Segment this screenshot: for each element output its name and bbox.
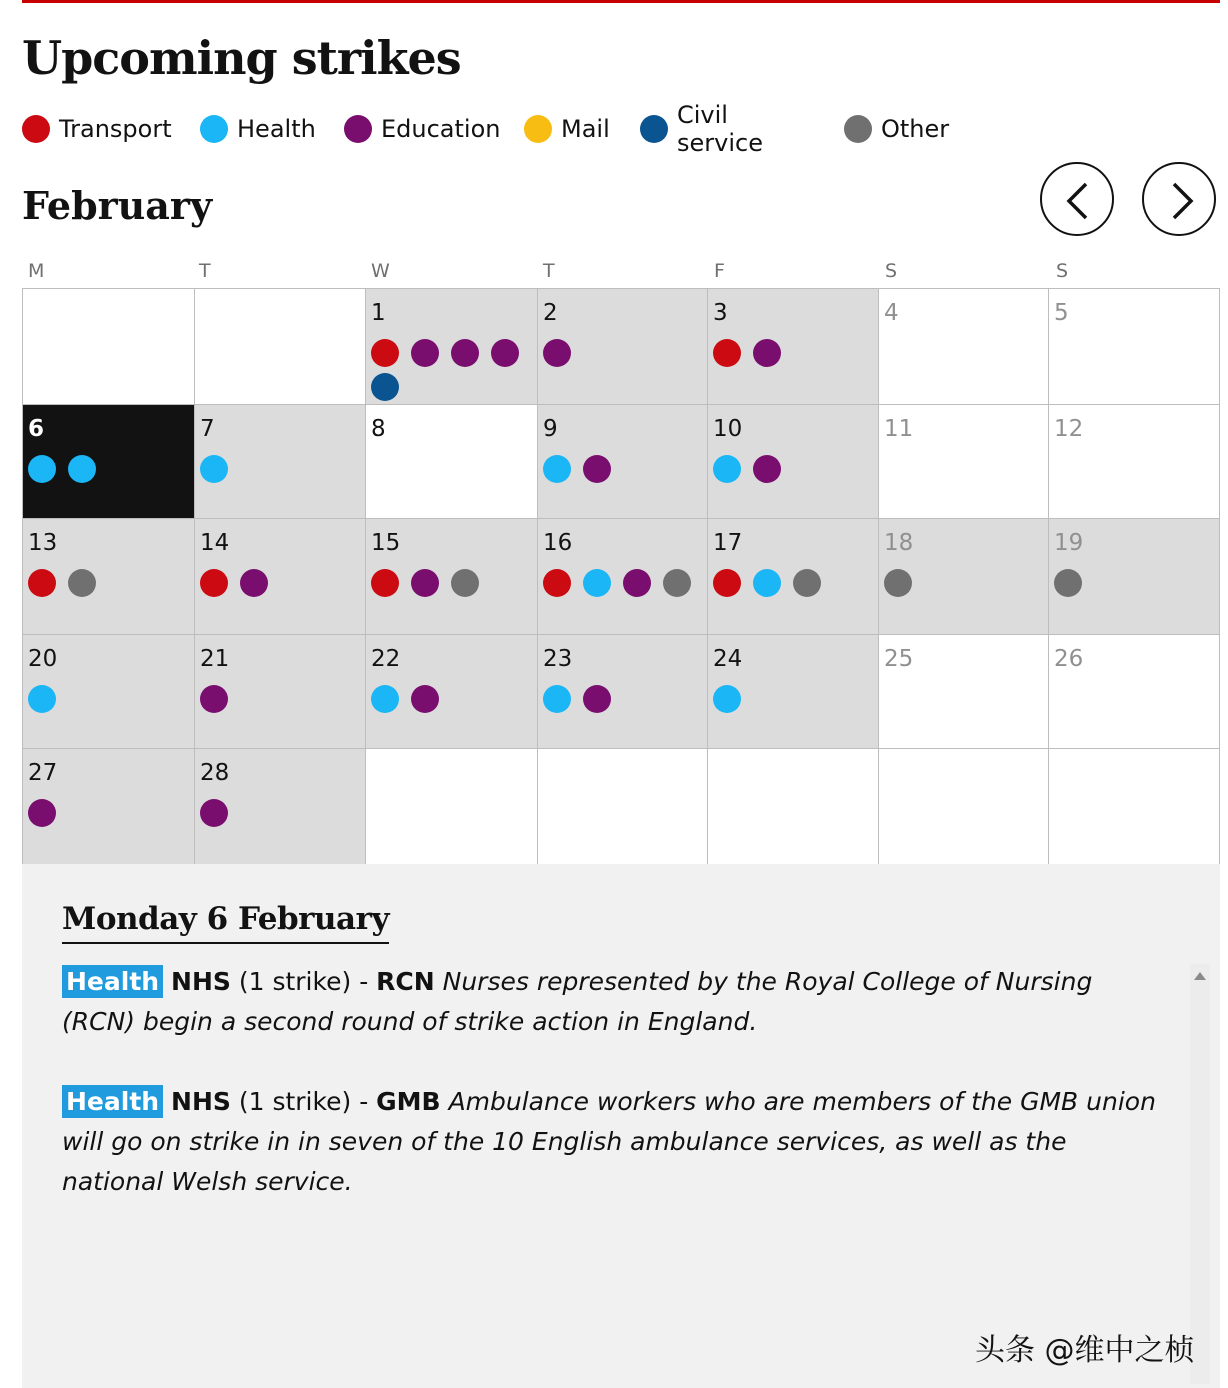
calendar-day-10[interactable] bbox=[708, 405, 879, 519]
health-strike-dot-icon bbox=[68, 455, 96, 483]
day-number: 5 bbox=[1054, 300, 1069, 326]
strike-entry bbox=[62, 1082, 1157, 1202]
legend-item-other bbox=[844, 112, 949, 146]
day-number: 25 bbox=[884, 646, 914, 672]
chevron-right-icon bbox=[1144, 164, 1218, 238]
entry-strike-count: (1 strike) bbox=[238, 967, 352, 996]
day-number: 8 bbox=[371, 416, 386, 442]
calendar-empty-cell bbox=[1049, 749, 1219, 865]
entry-organisation: NHS bbox=[171, 1087, 231, 1116]
calendar-day-22[interactable] bbox=[366, 635, 538, 749]
mail-dot-icon bbox=[524, 115, 552, 143]
calendar-empty-cell bbox=[538, 749, 708, 865]
calendar-day-28[interactable] bbox=[195, 749, 366, 865]
calendar-day-20[interactable] bbox=[23, 635, 195, 749]
transport-strike-dot-icon bbox=[371, 569, 399, 597]
civil-strike-dot-icon bbox=[371, 373, 399, 401]
day-number: 4 bbox=[884, 300, 899, 326]
health-strike-dot-icon bbox=[28, 455, 56, 483]
calendar-day-2[interactable] bbox=[538, 289, 708, 405]
entry-separator: - bbox=[359, 967, 377, 996]
calendar-day-21[interactable] bbox=[195, 635, 366, 749]
day-number: 15 bbox=[371, 530, 401, 556]
calendar-day-14[interactable] bbox=[195, 519, 366, 635]
entry-strike-count: (1 strike) bbox=[238, 1087, 352, 1116]
calendar-day-25 bbox=[879, 635, 1049, 749]
day-number: 1 bbox=[371, 300, 386, 326]
other-strike-dot-icon bbox=[68, 569, 96, 597]
next-month-button[interactable] bbox=[1142, 162, 1216, 236]
health-strike-dot-icon bbox=[713, 455, 741, 483]
health-strike-dot-icon bbox=[753, 569, 781, 597]
legend-label: Mail bbox=[561, 115, 610, 143]
legend-label: Other bbox=[881, 115, 950, 143]
health-strike-dot-icon bbox=[713, 685, 741, 713]
weekday-label: T bbox=[543, 260, 555, 282]
health-strike-dot-icon bbox=[200, 455, 228, 483]
other-strike-dot-icon bbox=[1054, 569, 1082, 597]
education-strike-dot-icon bbox=[451, 339, 479, 367]
calendar-day-1[interactable] bbox=[366, 289, 538, 405]
transport-strike-dot-icon bbox=[543, 569, 571, 597]
calendar-grid bbox=[22, 288, 1220, 864]
legend-label: Civil service bbox=[677, 101, 763, 157]
day-number: 21 bbox=[200, 646, 230, 672]
calendar-day-17[interactable] bbox=[708, 519, 879, 635]
legend-item-health bbox=[200, 112, 316, 146]
weekday-label: T bbox=[199, 260, 211, 282]
day-number: 14 bbox=[200, 530, 230, 556]
calendar-day-6[interactable] bbox=[23, 405, 195, 519]
day-number: 27 bbox=[28, 760, 58, 786]
calendar-day-13[interactable] bbox=[23, 519, 195, 635]
education-strike-dot-icon bbox=[491, 339, 519, 367]
health-dot-icon bbox=[200, 115, 228, 143]
calendar-empty-cell bbox=[23, 289, 195, 405]
education-strike-dot-icon bbox=[240, 569, 268, 597]
health-strike-dot-icon bbox=[583, 569, 611, 597]
previous-month-button[interactable] bbox=[1040, 162, 1114, 236]
other-strike-dot-icon bbox=[884, 569, 912, 597]
day-detail-panel bbox=[22, 864, 1220, 1388]
entry-description: Ambulance workers who are members of the GMB union will go on strike in in seven of the 10 English ambulance services, as well as the national Welsh service. bbox=[62, 1087, 1156, 1196]
day-number: 9 bbox=[543, 416, 558, 442]
education-strike-dot-icon bbox=[411, 569, 439, 597]
day-number: 20 bbox=[28, 646, 58, 672]
transport-strike-dot-icon bbox=[713, 569, 741, 597]
education-strike-dot-icon bbox=[753, 455, 781, 483]
education-strike-dot-icon bbox=[753, 339, 781, 367]
other-strike-dot-icon bbox=[451, 569, 479, 597]
legend-label: Health bbox=[237, 115, 316, 143]
education-strike-dot-icon bbox=[200, 685, 228, 713]
day-number: 26 bbox=[1054, 646, 1084, 672]
day-number: 23 bbox=[543, 646, 573, 672]
day-number: 17 bbox=[713, 530, 743, 556]
calendar-day-19[interactable] bbox=[1049, 519, 1219, 635]
legend-item-education bbox=[344, 112, 500, 146]
chevron-left-icon bbox=[1042, 164, 1116, 238]
calendar-empty-cell bbox=[879, 749, 1049, 865]
education-strike-dot-icon bbox=[623, 569, 651, 597]
weekday-label: S bbox=[1056, 260, 1069, 282]
category-tag: Health bbox=[62, 965, 163, 998]
day-number: 28 bbox=[200, 760, 230, 786]
day-number: 18 bbox=[884, 530, 914, 556]
legend-item-transport bbox=[22, 112, 172, 146]
entry-organisation: NHS bbox=[171, 967, 231, 996]
health-strike-dot-icon bbox=[28, 685, 56, 713]
day-number: 10 bbox=[713, 416, 743, 442]
top-rule bbox=[22, 0, 1220, 3]
day-number: 7 bbox=[200, 416, 215, 442]
calendar-day-23[interactable] bbox=[538, 635, 708, 749]
calendar-day-16[interactable] bbox=[538, 519, 708, 635]
education-strike-dot-icon bbox=[411, 685, 439, 713]
calendar-day-3[interactable] bbox=[708, 289, 879, 405]
weekday-label: W bbox=[371, 260, 390, 282]
civil-service-dot-icon bbox=[640, 115, 668, 143]
calendar-day-11 bbox=[879, 405, 1049, 519]
weekday-label: F bbox=[714, 260, 725, 282]
other-dot-icon bbox=[844, 115, 872, 143]
day-number: 3 bbox=[713, 300, 728, 326]
month-title: February bbox=[22, 183, 213, 228]
legend-item-mail bbox=[524, 112, 610, 146]
transport-strike-dot-icon bbox=[371, 339, 399, 367]
education-strike-dot-icon bbox=[28, 799, 56, 827]
other-strike-dot-icon bbox=[663, 569, 691, 597]
page-title: Upcoming strikes bbox=[22, 31, 461, 85]
education-strike-dot-icon bbox=[583, 455, 611, 483]
weekday-label: S bbox=[885, 260, 898, 282]
health-strike-dot-icon bbox=[371, 685, 399, 713]
calendar-day-9[interactable] bbox=[538, 405, 708, 519]
day-number: 11 bbox=[884, 416, 914, 442]
calendar-day-26 bbox=[1049, 635, 1219, 749]
day-number: 24 bbox=[713, 646, 743, 672]
day-number: 6 bbox=[28, 416, 45, 442]
day-number: 22 bbox=[371, 646, 401, 672]
entry-separator: - bbox=[359, 1087, 377, 1116]
transport-strike-dot-icon bbox=[713, 339, 741, 367]
calendar-day-18[interactable] bbox=[879, 519, 1049, 635]
education-dot-icon bbox=[344, 115, 372, 143]
calendar-day-15[interactable] bbox=[366, 519, 538, 635]
day-number: 13 bbox=[28, 530, 58, 556]
education-strike-dot-icon bbox=[200, 799, 228, 827]
calendar-day-8 bbox=[366, 405, 538, 519]
calendar-day-12 bbox=[1049, 405, 1219, 519]
day-number: 19 bbox=[1054, 530, 1084, 556]
entry-union: RCN bbox=[376, 967, 435, 996]
other-strike-dot-icon bbox=[793, 569, 821, 597]
selected-date-heading: Monday 6 February bbox=[62, 898, 389, 944]
education-strike-dot-icon bbox=[411, 339, 439, 367]
day-number: 16 bbox=[543, 530, 573, 556]
calendar-day-27[interactable] bbox=[23, 749, 195, 865]
education-strike-dot-icon bbox=[583, 685, 611, 713]
category-tag: Health bbox=[62, 1085, 163, 1118]
watermark: 头条 @维中之桢 bbox=[975, 1333, 1195, 1368]
strike-entry bbox=[62, 962, 1157, 1042]
legend-item-civil-service bbox=[640, 101, 763, 157]
transport-dot-icon bbox=[22, 115, 50, 143]
day-number: 12 bbox=[1054, 416, 1084, 442]
health-strike-dot-icon bbox=[543, 455, 571, 483]
calendar-day-4 bbox=[879, 289, 1049, 405]
transport-strike-dot-icon bbox=[28, 569, 56, 597]
calendar-day-5 bbox=[1049, 289, 1219, 405]
scroll-up-arrow-icon[interactable] bbox=[1194, 972, 1206, 980]
education-strike-dot-icon bbox=[543, 339, 571, 367]
legend-label: Transport bbox=[59, 115, 172, 143]
health-strike-dot-icon bbox=[543, 685, 571, 713]
entry-description: Nurses represented by the Royal College of Nursing (RCN) begin a second round of strike action in England. bbox=[62, 967, 1093, 1036]
calendar-empty-cell bbox=[195, 289, 366, 405]
scrollbar-track[interactable] bbox=[1190, 964, 1210, 1384]
calendar-empty-cell bbox=[708, 749, 879, 865]
entry-union: GMB bbox=[376, 1087, 441, 1116]
calendar-day-7[interactable] bbox=[195, 405, 366, 519]
calendar-day-24[interactable] bbox=[708, 635, 879, 749]
weekday-label: M bbox=[28, 260, 45, 282]
transport-strike-dot-icon bbox=[200, 569, 228, 597]
calendar-empty-cell bbox=[366, 749, 538, 865]
day-number: 2 bbox=[543, 300, 558, 326]
legend-label: Education bbox=[381, 115, 501, 143]
